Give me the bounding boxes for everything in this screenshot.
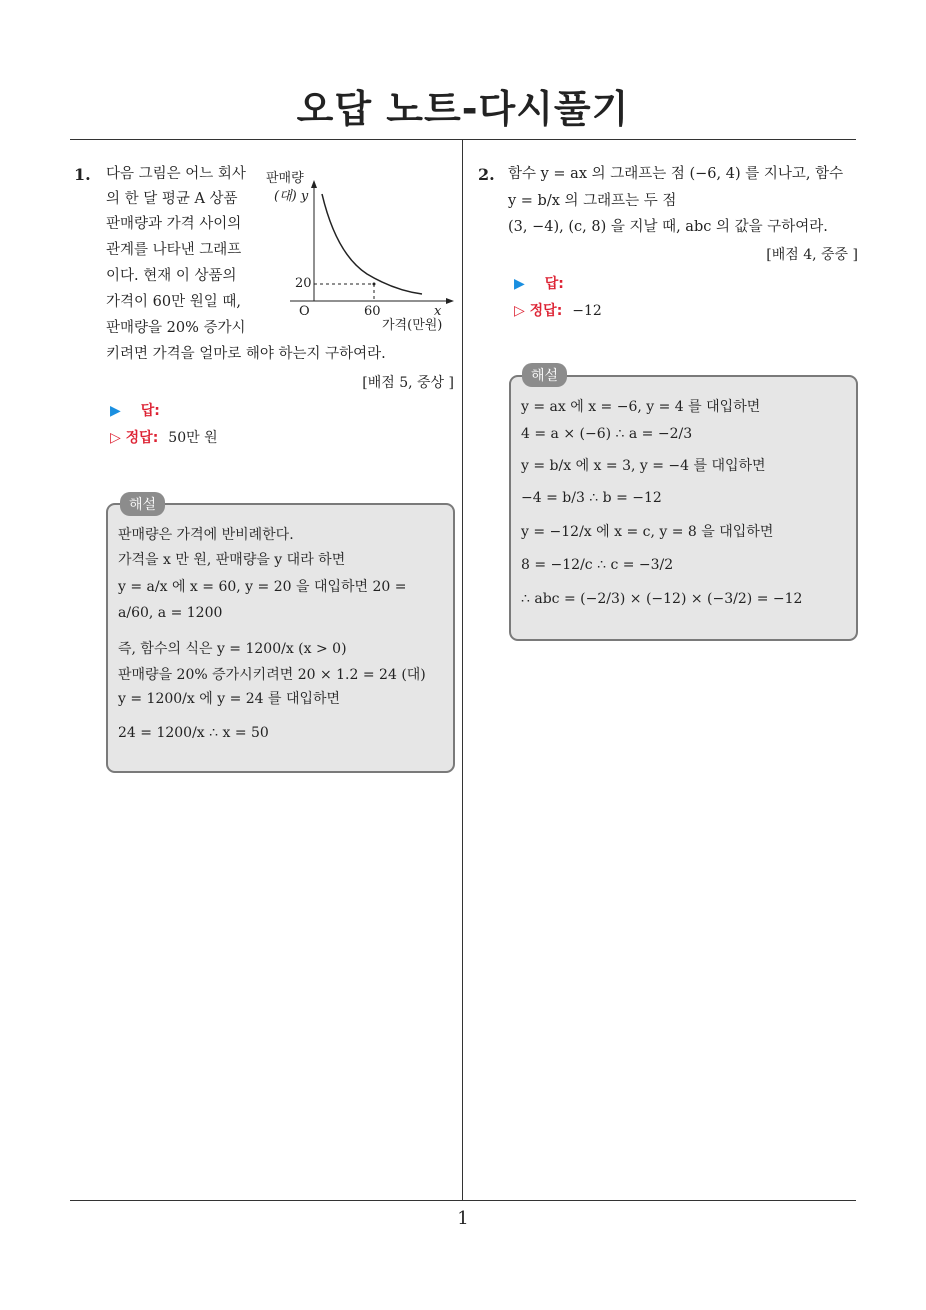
triangle-right-icon: ▶ — [110, 403, 121, 419]
answer-label: ▶ 답: — [514, 276, 564, 292]
hyperbola-curve — [322, 194, 422, 294]
question-text-line: 판매량을 20% 증가시 — [106, 320, 246, 336]
graph-origin: O — [299, 304, 310, 319]
solution-line: a/60, a = 1200 — [118, 605, 223, 621]
solution-line: 4 = a × (−6) ∴ a = −2/3 — [521, 426, 693, 442]
answer-label: ▶ 답: — [110, 403, 160, 419]
question-text-line: 관계를 나타낸 그래프 — [106, 242, 242, 258]
page-number: 1 — [457, 1208, 469, 1229]
y-axis-arrow — [311, 180, 317, 188]
bottom-rule — [70, 1200, 856, 1201]
correct-answer-value: −12 — [572, 303, 602, 319]
question-text-line: 다음 그림은 어느 회사 — [106, 166, 246, 182]
column-divider — [462, 140, 463, 1200]
solution-line: 판매량은 가격에 반비례한다. — [118, 527, 294, 543]
question-text-line: 의 한 달 평균 A 상품 — [106, 191, 238, 207]
question-text-line: 이다. 현재 이 상품의 — [106, 268, 237, 284]
point-60-20 — [373, 283, 376, 286]
solution-tag: 해설 — [522, 363, 567, 387]
correct-answer: ▷ 정답: 50만 원 — [110, 430, 218, 446]
graph-x-var: x — [434, 304, 442, 319]
solution-line: y = 1200/x 에 y = 24 를 대입하면 — [118, 691, 341, 707]
question-text-line: y = b/x 의 그래프는 두 점 — [508, 193, 677, 209]
graph-ylabel-unit: (대) y — [274, 189, 309, 204]
graph-x-tick: 60 — [364, 304, 381, 319]
question-text-line: 키려면 가격을 얼마로 해야 하는지 구하여라. — [106, 346, 386, 362]
question-number: 1. — [74, 165, 91, 184]
x-axis-arrow — [446, 298, 454, 304]
graph-xlabel: 가격(만원) — [382, 318, 443, 333]
graph-ylabel: 판매량 — [266, 171, 304, 186]
triangle-right-icon: ▶ — [514, 276, 525, 292]
solution-line: y = a/x 에 x = 60, y = 20 을 대입하면 20 = — [118, 579, 407, 595]
triangle-outline-icon: ▷ — [514, 303, 530, 319]
solution-line: y = b/x 에 x = 3, y = −4 를 대입하면 — [521, 458, 766, 474]
solution-line: y = −12/x 에 x = c, y = 8 을 대입하면 — [521, 524, 774, 540]
correct-answer: ▷ 정답: −12 — [514, 303, 602, 319]
triangle-outline-icon: ▷ — [110, 430, 126, 446]
solution-tag: 해설 — [120, 492, 165, 516]
question-text-line: 판매량과 가격 사이의 — [106, 216, 242, 232]
question-text-line: 가격이 60만 원일 때, — [106, 294, 241, 310]
page-title: 오답 노트-다시풀기 — [296, 87, 630, 131]
top-rule — [70, 139, 856, 140]
solution-line: ∴ abc = (−2/3) × (−12) × (−3/2) = −12 — [521, 591, 803, 607]
graph-y-tick: 20 — [295, 276, 312, 291]
solution-line: 24 = 1200/x ∴ x = 50 — [118, 725, 269, 741]
correct-answer-value: 50만 원 — [168, 430, 218, 446]
question-text-line: 함수 y = ax 의 그래프는 점 (−6, 4) 를 지나고, 함수 — [508, 166, 844, 182]
solution-line: −4 = b/3 ∴ b = −12 — [521, 490, 662, 506]
question-number: 2. — [478, 165, 495, 184]
solution-line: 8 = −12/c ∴ c = −3/2 — [521, 557, 674, 573]
inverse-proportion-graph — [262, 166, 462, 336]
solution-line: 가격을 x 만 원, 판매량을 y 대라 하면 — [118, 552, 346, 568]
solution-line: y = ax 에 x = −6, y = 4 를 대입하면 — [521, 399, 761, 415]
score-info: [배점 5, 중상 ] — [362, 375, 454, 391]
question-text-line: (3, −4), (c, 8) 을 지날 때, abc 의 값을 구하여라. — [508, 219, 828, 235]
solution-line: 판매량을 20% 증가시키려면 20 × 1.2 = 24 (대) — [118, 667, 426, 683]
score-info: [배점 4, 중중 ] — [766, 247, 858, 263]
solution-line: 즉, 함수의 식은 y = 1200/x (x > 0) — [118, 641, 347, 657]
